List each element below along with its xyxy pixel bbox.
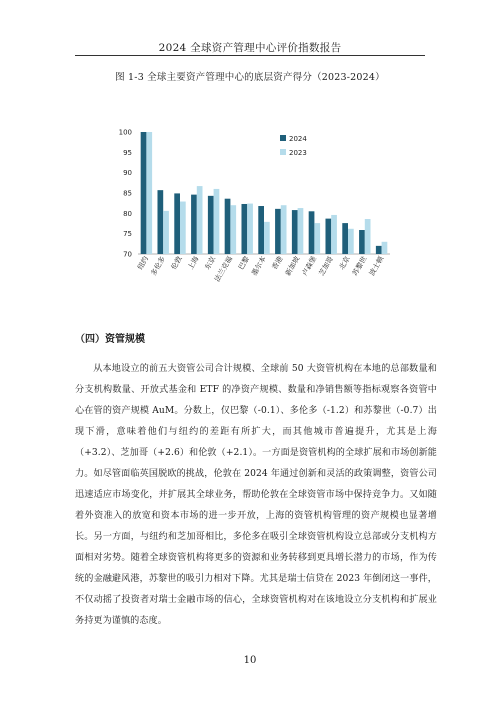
bar-2024 xyxy=(292,210,298,254)
legend-swatch xyxy=(280,149,286,155)
bar-2024 xyxy=(325,219,331,254)
header-divider xyxy=(75,55,425,56)
legend-label: 2024 xyxy=(289,135,307,143)
bar-2024 xyxy=(275,209,281,254)
x-tick-label: 墨尔本 xyxy=(250,255,268,278)
bar-2024 xyxy=(141,132,147,254)
bar-2024 xyxy=(376,246,382,254)
bar-2024 xyxy=(225,199,231,254)
bar-2024 xyxy=(208,196,214,254)
y-tick-label: 90 xyxy=(123,169,132,178)
y-tick-label: 70 xyxy=(123,250,132,259)
y-tick-label: 80 xyxy=(123,209,132,218)
bar-2024 xyxy=(241,204,247,254)
x-tick-label: 上海 xyxy=(186,255,201,272)
bar-chart xyxy=(100,118,400,283)
bar-2024 xyxy=(309,211,315,254)
x-tick-label: 香港 xyxy=(270,255,285,272)
bar-2023 xyxy=(298,208,304,254)
bar-2023 xyxy=(348,229,354,254)
y-tick-label: 85 xyxy=(123,189,132,198)
x-tick-label: 法兰克福 xyxy=(213,255,235,283)
bar-2024 xyxy=(191,195,197,254)
bar-2023 xyxy=(247,204,253,254)
bar-2024 xyxy=(157,190,163,254)
x-tick-label: 伦敦 xyxy=(169,255,184,272)
bar-2023 xyxy=(382,242,388,254)
bar-2023 xyxy=(197,186,203,254)
page-header: 2024 全球资产管理中心评价指数报告 xyxy=(158,42,342,54)
section-title: （四）资管规模 xyxy=(75,334,145,345)
legend-label: 2023 xyxy=(289,149,307,157)
x-tick-label: 卢森堡 xyxy=(300,255,319,278)
bar-2023 xyxy=(314,223,320,254)
y-tick-label: 100 xyxy=(118,128,132,137)
body-paragraph: 从本地设立的前五大资管公司合计规模、全球前 50 大资管机构在本地的总部数量和分支机构数量、开放式基金和 ETF 的净资产规模、数量和净销售额等指标观察各资管中心在管的资产规模 AuM。分数上，仅巴黎（-0.1）、多伦多（-1.2）和苏黎世（-0.7）出现下滑，意味着他们与纽约的差距有所扩大，而其他城市普遍提升，尤其是上海（+3.2）、芝加哥（+2.6）和伦敦（+2.1）。一方面是资管机构的全球扩展和市场创新能力。如尽管面临英国脱欧的挑战，伦敦在 2024 年通过创新和灵活的政策调整，资管公司迅速适应市场变化，并扩展其全球业务，帮助伦敦在全球资管市场中保持竞争力。又如随着外资准入的放宽和资本市场的进一步开放，上海的资管机构管理的资产规模也显著增长。另一方面，与纽约和芝加哥相比，多伦多在吸引全球资管机构设立总部或分支机构方面相对劣势。随着全球资管机构将更多的资源和业务转移到更具增长潜力的市场，作为传统的金融避风港，苏黎世的吸引力相对下降。尤其是瑞士信贷在 2023 年倒闭这一事件，不仅动摇了投资者对瑞士金融市场的信心，全球资管机构对在该地设立分支机构和扩展业务持更为谨慎的态度。 xyxy=(75,364,437,626)
bar-2024 xyxy=(258,206,264,254)
bar-2023 xyxy=(146,132,152,254)
y-tick-label: 75 xyxy=(123,230,132,239)
bar-2024 xyxy=(342,223,348,254)
bar-2023 xyxy=(230,205,236,254)
bar-2023 xyxy=(365,219,371,254)
x-tick-label: 多伦多 xyxy=(149,255,167,278)
bar-2023 xyxy=(180,202,186,254)
y-tick-label: 95 xyxy=(123,148,132,157)
bar-2023 xyxy=(331,215,337,254)
page-number: 10 xyxy=(243,655,257,666)
x-tick-label: 纽约 xyxy=(136,255,151,272)
bar-2023 xyxy=(214,189,220,254)
x-tick-label: 波士顿 xyxy=(367,255,386,278)
bar-2024 xyxy=(359,230,365,254)
x-tick-label: 新加坡 xyxy=(283,255,302,278)
x-tick-label: 芝加哥 xyxy=(317,255,335,278)
bar-2023 xyxy=(163,211,169,254)
x-tick-label: 北京 xyxy=(337,255,352,272)
bar-2023 xyxy=(281,205,287,254)
figure-title: 图 1-3 全球主要资产管理中心的底层资产得分（2023-2024） xyxy=(115,72,385,83)
bar-2023 xyxy=(264,222,270,254)
bar-2024 xyxy=(174,193,180,254)
x-tick-label: 苏黎世 xyxy=(351,255,369,278)
x-tick-label: 东京 xyxy=(203,255,218,272)
legend-swatch xyxy=(280,135,286,141)
x-tick-label: 巴黎 xyxy=(237,255,251,272)
